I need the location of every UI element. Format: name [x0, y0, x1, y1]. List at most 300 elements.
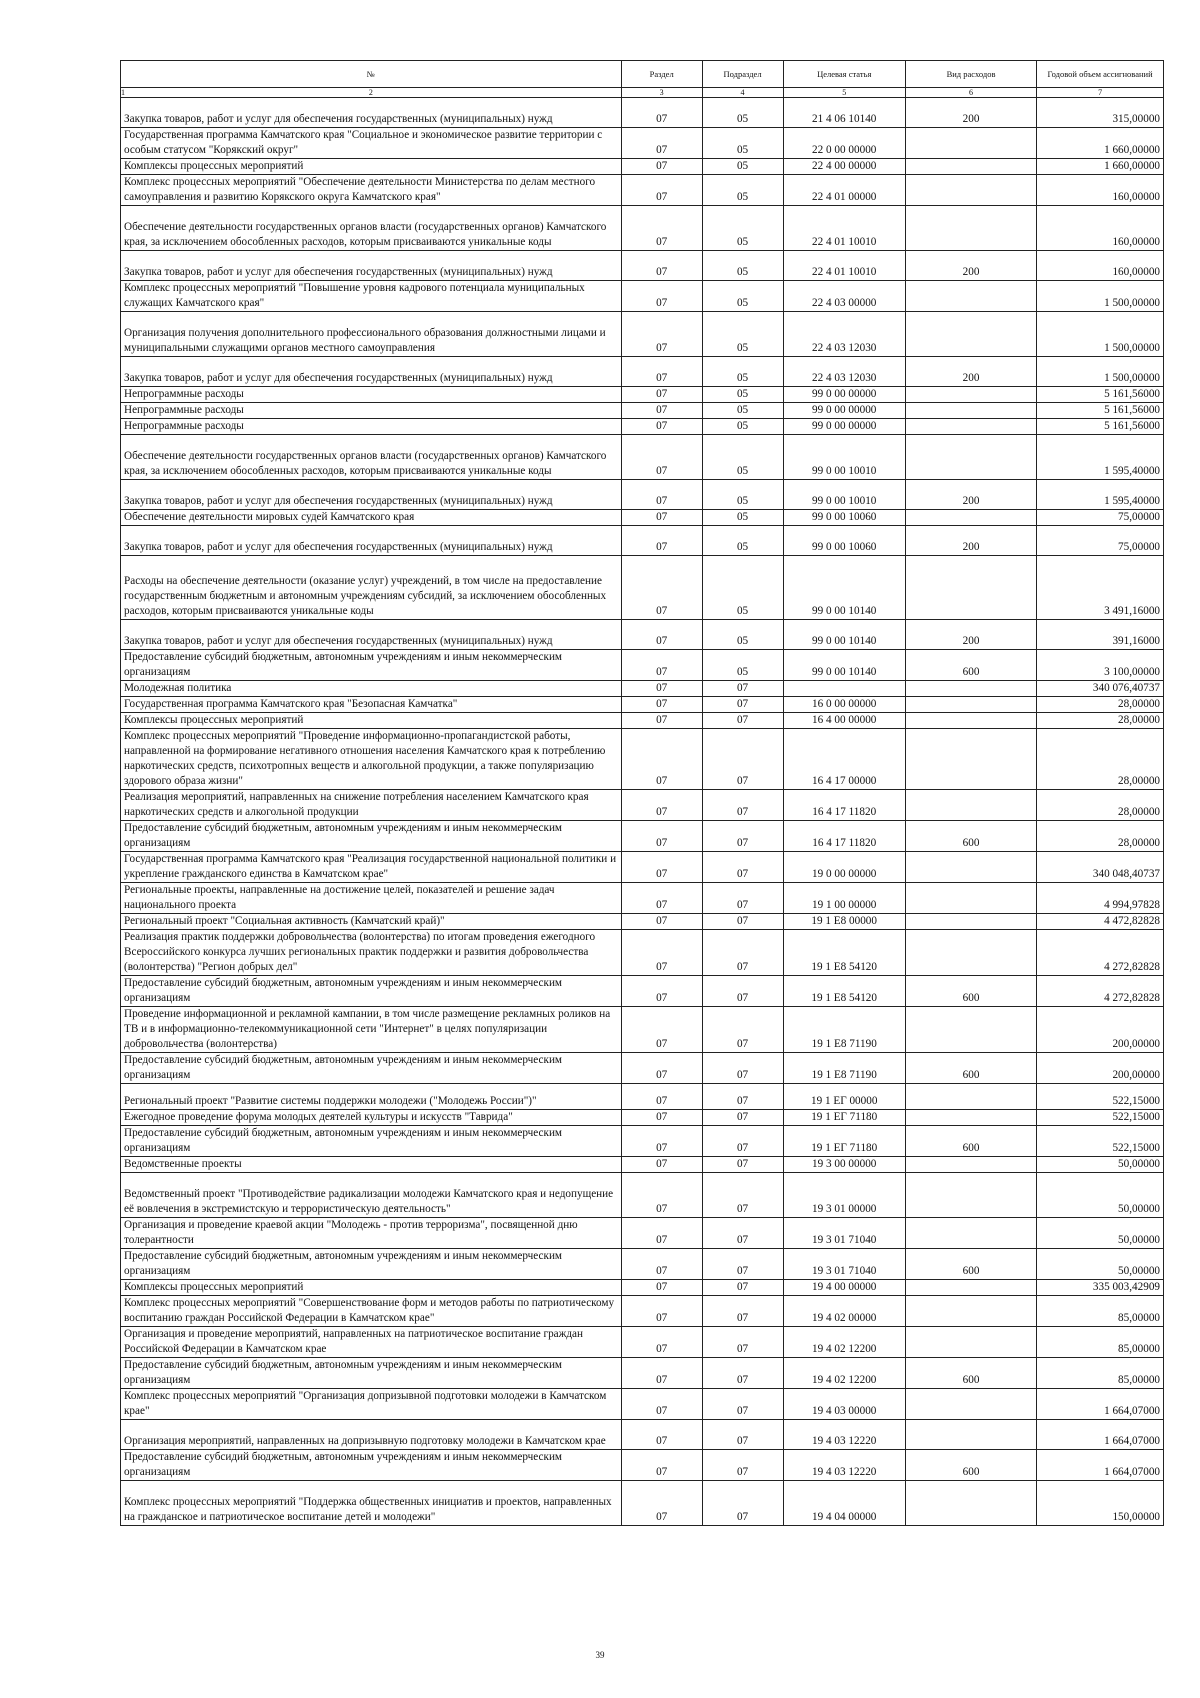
cell-expense-type	[905, 1481, 1036, 1526]
cell-subsection: 07	[702, 1420, 783, 1450]
table-row	[121, 312, 1164, 357]
cell-expense-type: 200	[905, 98, 1036, 128]
cell-expense-type	[905, 883, 1036, 914]
cell-name: Реализация практик поддержки добровольчества (волонтерства) по итогам проведения ежегодного Всероссийского конкурса лучших региональных практик поддержки и развития добровольчества (волонтерства) "Регион добрых дел"	[121, 930, 622, 976]
cell-section: 07	[621, 159, 702, 175]
cell-expense-type	[905, 175, 1036, 206]
cell-amount: 160,00000	[1037, 206, 1164, 251]
table-row	[121, 1157, 1164, 1173]
cell-amount: 391,16000	[1037, 620, 1164, 650]
cell-section: 07	[621, 914, 702, 930]
cell-amount: 335 003,42909	[1037, 1280, 1164, 1296]
cell-name: Предоставление субсидий бюджетным, автономным учреждениям и иным некоммерческим организациям	[121, 821, 622, 852]
cell-name: Непрограммные расходы	[121, 403, 622, 419]
cell-target: 19 1 ЕГ 00000	[783, 1084, 905, 1110]
cell-name: Закупка товаров, работ и услуг для обеспечения государственных (муниципальных) нужд	[121, 251, 622, 281]
cell-expense-type	[905, 510, 1036, 526]
cell-amount: 160,00000	[1037, 175, 1164, 206]
cell-amount: 1 500,00000	[1037, 281, 1164, 312]
cell-target: 99 0 00 10140	[783, 650, 905, 681]
cell-subsection: 07	[702, 1481, 783, 1526]
cell-section: 07	[621, 650, 702, 681]
table-row	[121, 1327, 1164, 1358]
cell-expense-type	[905, 914, 1036, 930]
header-num-6: 6	[905, 88, 1036, 98]
cell-subsection: 07	[702, 1358, 783, 1389]
cell-subsection: 07	[702, 976, 783, 1007]
cell-expense-type	[905, 1296, 1036, 1327]
cell-name: Ведомственный проект "Противодействие радикализации молодежи Камчатского края и недопущение её вовлечения в экстремистскую и террористическую деятельность"	[121, 1173, 622, 1218]
cell-subsection: 07	[702, 697, 783, 713]
table-row	[121, 1126, 1164, 1157]
cell-subsection: 05	[702, 480, 783, 510]
cell-amount: 200,00000	[1037, 1007, 1164, 1053]
cell-name: Государственная программа Камчатского края "Социальное и экономическое развитие территории с особым статусом "Корякский округ"	[121, 128, 622, 159]
cell-target: 19 1 00 00000	[783, 883, 905, 914]
cell-name: Комплекс процессных мероприятий "Повышение уровня кадрового потенциала муниципальных служащих Камчатского края"	[121, 281, 622, 312]
cell-name: Государственная программа Камчатского края "Безопасная Камчатка"	[121, 697, 622, 713]
cell-name: Региональный проект "Социальная активность (Камчатский край)"	[121, 914, 622, 930]
cell-amount: 1 660,00000	[1037, 128, 1164, 159]
cell-subsection: 07	[702, 790, 783, 821]
cell-target: 22 4 03 00000	[783, 281, 905, 312]
cell-amount: 4 472,82828	[1037, 914, 1164, 930]
cell-name: Государственная программа Камчатского края "Реализация государственной национальной политики и укрепление гражданского единства в Камчатском крае"	[121, 852, 622, 883]
cell-expense-type	[905, 790, 1036, 821]
table-row	[121, 435, 1164, 480]
cell-expense-type	[905, 1157, 1036, 1173]
cell-target: 22 0 00 00000	[783, 128, 905, 159]
cell-section: 07	[621, 98, 702, 128]
cell-target: 19 4 02 12200	[783, 1327, 905, 1358]
cell-section: 07	[621, 1007, 702, 1053]
cell-subsection: 07	[702, 1173, 783, 1218]
cell-subsection: 07	[702, 1007, 783, 1053]
cell-section: 07	[621, 480, 702, 510]
table-row	[121, 883, 1164, 914]
cell-target: 19 3 00 00000	[783, 1157, 905, 1173]
cell-subsection: 07	[702, 1157, 783, 1173]
cell-expense-type	[905, 1280, 1036, 1296]
cell-subsection: 07	[702, 821, 783, 852]
table-row	[121, 128, 1164, 159]
cell-subsection: 05	[702, 526, 783, 556]
table-row	[121, 1110, 1164, 1126]
cell-expense-type	[905, 729, 1036, 790]
cell-section: 07	[621, 387, 702, 403]
table-row	[121, 357, 1164, 387]
cell-name: Непрограммные расходы	[121, 387, 622, 403]
cell-expense-type	[905, 419, 1036, 435]
header-expense-type: Вид расходов	[905, 61, 1036, 88]
table-row	[121, 729, 1164, 790]
table-row	[121, 1173, 1164, 1218]
table-row	[121, 175, 1164, 206]
cell-expense-type	[905, 1173, 1036, 1218]
cell-expense-type	[905, 930, 1036, 976]
cell-subsection: 07	[702, 713, 783, 729]
cell-expense-type	[905, 713, 1036, 729]
table-row	[121, 159, 1164, 175]
cell-expense-type	[905, 387, 1036, 403]
cell-section: 07	[621, 251, 702, 281]
cell-section: 07	[621, 128, 702, 159]
cell-target: 99 0 00 00000	[783, 419, 905, 435]
cell-name: Комплексы процессных мероприятий	[121, 1280, 622, 1296]
cell-name: Закупка товаров, работ и услуг для обеспечения государственных (муниципальных) нужд	[121, 480, 622, 510]
cell-target: 19 1 Е8 71190	[783, 1053, 905, 1084]
budget-sheet	[120, 60, 1164, 1526]
cell-name: Организация мероприятий, направленных на допризывную подготовку молодежи в Камчатском крае	[121, 1420, 622, 1450]
cell-expense-type	[905, 1389, 1036, 1420]
table-row	[121, 620, 1164, 650]
cell-subsection: 07	[702, 930, 783, 976]
table-row	[121, 681, 1164, 697]
cell-subsection: 07	[702, 681, 783, 697]
cell-section: 07	[621, 976, 702, 1007]
cell-subsection: 07	[702, 852, 783, 883]
cell-section: 07	[621, 729, 702, 790]
header-num-7: 7	[1037, 88, 1164, 98]
cell-section: 07	[621, 930, 702, 976]
cell-subsection: 05	[702, 556, 783, 620]
header-num-2: 2	[121, 88, 622, 98]
cell-expense-type: 600	[905, 1358, 1036, 1389]
cell-target: 21 4 06 10140	[783, 98, 905, 128]
cell-target: 99 0 00 10140	[783, 556, 905, 620]
cell-expense-type	[905, 159, 1036, 175]
cell-subsection: 05	[702, 403, 783, 419]
cell-target: 16 4 17 11820	[783, 821, 905, 852]
cell-expense-type	[905, 852, 1036, 883]
table-row	[121, 976, 1164, 1007]
table-row	[121, 650, 1164, 681]
cell-subsection: 07	[702, 1110, 783, 1126]
cell-amount: 5 161,56000	[1037, 403, 1164, 419]
cell-expense-type	[905, 697, 1036, 713]
cell-target: 19 1 ЕГ 71180	[783, 1110, 905, 1126]
cell-expense-type	[905, 1420, 1036, 1450]
cell-section: 07	[621, 1126, 702, 1157]
table-row	[121, 556, 1164, 620]
cell-section: 07	[621, 1173, 702, 1218]
cell-expense-type	[905, 1084, 1036, 1110]
cell-subsection: 07	[702, 1389, 783, 1420]
cell-section: 07	[621, 435, 702, 480]
cell-section: 07	[621, 1218, 702, 1249]
cell-amount: 200,00000	[1037, 1053, 1164, 1084]
cell-section: 07	[621, 681, 702, 697]
table-body	[121, 98, 1164, 1526]
cell-target: 16 4 17 11820	[783, 790, 905, 821]
cell-name: Непрограммные расходы	[121, 419, 622, 435]
cell-subsection: 05	[702, 98, 783, 128]
cell-section: 07	[621, 556, 702, 620]
table-row	[121, 914, 1164, 930]
cell-section: 07	[621, 419, 702, 435]
table-row	[121, 697, 1164, 713]
cell-expense-type	[905, 1327, 1036, 1358]
cell-amount: 1 595,40000	[1037, 435, 1164, 480]
cell-subsection: 07	[702, 1053, 783, 1084]
cell-subsection: 07	[702, 1126, 783, 1157]
cell-subsection: 07	[702, 1327, 783, 1358]
table-row	[121, 1450, 1164, 1481]
cell-expense-type: 600	[905, 821, 1036, 852]
table-row	[121, 98, 1164, 128]
cell-expense-type	[905, 1007, 1036, 1053]
cell-amount: 340 076,40737	[1037, 681, 1164, 697]
cell-target: 19 1 Е8 00000	[783, 914, 905, 930]
cell-expense-type	[905, 1110, 1036, 1126]
cell-target: 22 4 03 12030	[783, 312, 905, 357]
table-row	[121, 387, 1164, 403]
table-row	[121, 1084, 1164, 1110]
cell-amount: 28,00000	[1037, 713, 1164, 729]
cell-expense-type	[905, 312, 1036, 357]
cell-subsection: 05	[702, 175, 783, 206]
cell-subsection: 05	[702, 251, 783, 281]
cell-name: Закупка товаров, работ и услуг для обеспечения государственных (муниципальных) нужд	[121, 357, 622, 387]
cell-target: 19 4 03 12220	[783, 1450, 905, 1481]
cell-expense-type	[905, 556, 1036, 620]
cell-amount: 1 664,07000	[1037, 1389, 1164, 1420]
cell-name: Комплекс процессных мероприятий "Организация допризывной подготовки молодежи в Камчатском крае"	[121, 1389, 622, 1420]
cell-target: 19 0 00 00000	[783, 852, 905, 883]
cell-amount: 85,00000	[1037, 1358, 1164, 1389]
cell-target: 99 0 00 10010	[783, 480, 905, 510]
cell-target: 19 4 02 00000	[783, 1296, 905, 1327]
cell-subsection: 05	[702, 419, 783, 435]
cell-target: 19 1 Е8 71190	[783, 1007, 905, 1053]
table-row	[121, 1296, 1164, 1327]
cell-name: Предоставление субсидий бюджетным, автономным учреждениям и иным некоммерческим организациям	[121, 1249, 622, 1280]
cell-expense-type: 200	[905, 480, 1036, 510]
cell-amount: 50,00000	[1037, 1157, 1164, 1173]
cell-name: Закупка товаров, работ и услуг для обеспечения государственных (муниципальных) нужд	[121, 526, 622, 556]
table-row	[121, 1420, 1164, 1450]
cell-subsection: 05	[702, 281, 783, 312]
cell-subsection: 07	[702, 883, 783, 914]
cell-subsection: 05	[702, 435, 783, 480]
cell-target: 22 4 01 10010	[783, 251, 905, 281]
cell-amount: 75,00000	[1037, 510, 1164, 526]
cell-target: 19 4 04 00000	[783, 1481, 905, 1526]
cell-amount: 522,15000	[1037, 1084, 1164, 1110]
cell-section: 07	[621, 357, 702, 387]
cell-expense-type	[905, 435, 1036, 480]
cell-name: Организация получения дополнительного профессионального образования должностными лицами и муниципальными служащими органов местного самоуправления	[121, 312, 622, 357]
cell-subsection: 05	[702, 510, 783, 526]
table-row	[121, 206, 1164, 251]
cell-amount: 3 100,00000	[1037, 650, 1164, 681]
cell-subsection: 07	[702, 1249, 783, 1280]
table-row	[121, 852, 1164, 883]
cell-name: Комплексы процессных мероприятий	[121, 159, 622, 175]
cell-section: 07	[621, 1358, 702, 1389]
cell-section: 07	[621, 1280, 702, 1296]
cell-section: 07	[621, 403, 702, 419]
header-no: №	[121, 61, 622, 88]
cell-subsection: 07	[702, 914, 783, 930]
cell-target: 19 4 02 12200	[783, 1358, 905, 1389]
table-row	[121, 526, 1164, 556]
cell-expense-type: 200	[905, 526, 1036, 556]
cell-name: Комплекс процессных мероприятий "Проведение информационно-пропагандистской работы, направленной на формирование негативного отношения населения Камчатского края к потреблению наркотических средств, психотропных веществ и алкогольной продукции, а также популяризацию здорового образа жизни"	[121, 729, 622, 790]
cell-name: Ежегодное проведение форума молодых деятелей культуры и искусств "Таврида"	[121, 1110, 622, 1126]
cell-subsection: 05	[702, 128, 783, 159]
cell-expense-type: 600	[905, 1450, 1036, 1481]
cell-section: 07	[621, 175, 702, 206]
cell-subsection: 05	[702, 159, 783, 175]
page-number: 39	[595, 1650, 605, 1660]
table-row	[121, 1007, 1164, 1053]
cell-section: 07	[621, 1327, 702, 1358]
header-subsection: Подраздел	[702, 61, 783, 88]
cell-name: Реализация мероприятий, направленных на снижение потребления населением Камчатского края наркотических средств и алкогольной продукции	[121, 790, 622, 821]
table-header: № Раздел Подраздел Целевая статья Вид расходов Годовой объем ассигнований 1 2 3 4 5 6 7	[121, 61, 1164, 98]
cell-section: 07	[621, 1420, 702, 1450]
cell-section: 07	[621, 1084, 702, 1110]
cell-expense-type: 600	[905, 650, 1036, 681]
cell-target: 22 4 00 00000	[783, 159, 905, 175]
cell-amount: 1 595,40000	[1037, 480, 1164, 510]
cell-target: 16 4 00 00000	[783, 713, 905, 729]
table-row	[121, 1249, 1164, 1280]
cell-expense-type: 600	[905, 1249, 1036, 1280]
cell-name: Закупка товаров, работ и услуг для обеспечения государственных (муниципальных) нужд	[121, 620, 622, 650]
cell-subsection: 05	[702, 387, 783, 403]
table-row	[121, 1481, 1164, 1526]
cell-expense-type	[905, 281, 1036, 312]
table-row	[121, 510, 1164, 526]
cell-name: Комплекс процессных мероприятий "Обеспечение деятельности Министерства по делам местного самоуправления и развитию Корякского округа Камчатского края"	[121, 175, 622, 206]
header-amount: Годовой объем ассигнований	[1037, 61, 1164, 88]
cell-name: Проведение информационной и рекламной кампании, в том числе размещение рекламных роликов на ТВ и в информационно-телекоммуникационной сети "Интернет" в целях популяризации добровольчества (волонтерства)	[121, 1007, 622, 1053]
cell-subsection: 07	[702, 1450, 783, 1481]
cell-name: Предоставление субсидий бюджетным, автономным учреждениям и иным некоммерческим организациям	[121, 650, 622, 681]
cell-amount: 1 500,00000	[1037, 357, 1164, 387]
cell-amount: 75,00000	[1037, 526, 1164, 556]
table-row	[121, 1218, 1164, 1249]
cell-expense-type: 200	[905, 620, 1036, 650]
cell-target: 19 4 03 12220	[783, 1420, 905, 1450]
cell-name: Предоставление субсидий бюджетным, автономным учреждениям и иным некоммерческим организациям	[121, 1053, 622, 1084]
cell-amount: 50,00000	[1037, 1173, 1164, 1218]
cell-section: 07	[621, 510, 702, 526]
cell-expense-type	[905, 1218, 1036, 1249]
cell-amount: 85,00000	[1037, 1327, 1164, 1358]
cell-section: 07	[621, 1249, 702, 1280]
cell-section: 07	[621, 1110, 702, 1126]
cell-target: 19 1 ЕГ 71180	[783, 1126, 905, 1157]
cell-name: Молодежная политика	[121, 681, 622, 697]
cell-section: 07	[621, 281, 702, 312]
cell-section: 07	[621, 1053, 702, 1084]
cell-amount: 5 161,56000	[1037, 419, 1164, 435]
budget-table	[120, 60, 1164, 1526]
cell-subsection: 05	[702, 312, 783, 357]
cell-amount: 340 048,40737	[1037, 852, 1164, 883]
cell-name: Предоставление субсидий бюджетным, автономным учреждениям и иным некоммерческим организациям	[121, 1450, 622, 1481]
cell-target: 16 0 00 00000	[783, 697, 905, 713]
cell-name: Комплексы процессных мероприятий	[121, 713, 622, 729]
cell-expense-type: 200	[905, 357, 1036, 387]
cell-name: Ведомственные проекты	[121, 1157, 622, 1173]
cell-target: 99 0 00 10060	[783, 510, 905, 526]
cell-amount: 160,00000	[1037, 251, 1164, 281]
cell-section: 07	[621, 1296, 702, 1327]
cell-subsection: 07	[702, 1218, 783, 1249]
cell-target: 22 4 03 12030	[783, 357, 905, 387]
cell-target: 22 4 01 10010	[783, 206, 905, 251]
table-row	[121, 1053, 1164, 1084]
cell-name: Организация и проведение мероприятий, направленных на патриотическое воспитание граждан Российской Федерации в Камчатском крае	[121, 1327, 622, 1358]
cell-subsection: 07	[702, 1296, 783, 1327]
cell-expense-type	[905, 206, 1036, 251]
cell-section: 07	[621, 713, 702, 729]
table-row	[121, 930, 1164, 976]
cell-section: 07	[621, 1481, 702, 1526]
cell-section: 07	[621, 697, 702, 713]
cell-amount: 3 491,16000	[1037, 556, 1164, 620]
cell-expense-type	[905, 128, 1036, 159]
header-num-5: 5	[783, 88, 905, 98]
table-row	[121, 790, 1164, 821]
cell-amount: 522,15000	[1037, 1110, 1164, 1126]
cell-section: 07	[621, 526, 702, 556]
table-row	[121, 251, 1164, 281]
cell-target	[783, 681, 905, 697]
table-row	[121, 281, 1164, 312]
cell-expense-type	[905, 403, 1036, 419]
cell-target: 99 0 00 00000	[783, 403, 905, 419]
cell-amount: 1 500,00000	[1037, 312, 1164, 357]
cell-section: 07	[621, 883, 702, 914]
cell-subsection: 07	[702, 729, 783, 790]
cell-amount: 1 664,07000	[1037, 1420, 1164, 1450]
cell-section: 07	[621, 821, 702, 852]
cell-amount: 1 660,00000	[1037, 159, 1164, 175]
cell-amount: 5 161,56000	[1037, 387, 1164, 403]
cell-name: Расходы на обеспечение деятельности (оказание услуг) учреждений, в том числе на предоставление государственным бюджетным и автономным учреждениям субсидий, за исключением обособленных расходов, которым присваиваются уникальные коды	[121, 556, 622, 620]
table-row	[121, 419, 1164, 435]
cell-name: Закупка товаров, работ и услуг для обеспечения государственных (муниципальных) нужд	[121, 98, 622, 128]
cell-name: Обеспечение деятельности мировых судей Камчатского края	[121, 510, 622, 526]
table-row	[121, 1280, 1164, 1296]
header-section: Раздел	[621, 61, 702, 88]
cell-amount: 28,00000	[1037, 729, 1164, 790]
cell-amount: 50,00000	[1037, 1249, 1164, 1280]
table-row	[121, 1358, 1164, 1389]
cell-target: 19 1 Е8 54120	[783, 976, 905, 1007]
cell-name: Предоставление субсидий бюджетным, автономным учреждениям и иным некоммерческим организациям	[121, 976, 622, 1007]
table-row	[121, 713, 1164, 729]
cell-section: 07	[621, 1450, 702, 1481]
cell-target: 22 4 01 00000	[783, 175, 905, 206]
cell-amount: 4 272,82828	[1037, 976, 1164, 1007]
table-row	[121, 1389, 1164, 1420]
cell-expense-type: 600	[905, 976, 1036, 1007]
cell-amount: 4 994,97828	[1037, 883, 1164, 914]
cell-expense-type: 200	[905, 251, 1036, 281]
cell-name: Предоставление субсидий бюджетным, автономным учреждениям и иным некоммерческим организациям	[121, 1126, 622, 1157]
table-row	[121, 480, 1164, 510]
cell-section: 07	[621, 1389, 702, 1420]
cell-target: 99 0 00 10060	[783, 526, 905, 556]
header-target: Целевая статья	[783, 61, 905, 88]
cell-amount: 1 664,07000	[1037, 1450, 1164, 1481]
